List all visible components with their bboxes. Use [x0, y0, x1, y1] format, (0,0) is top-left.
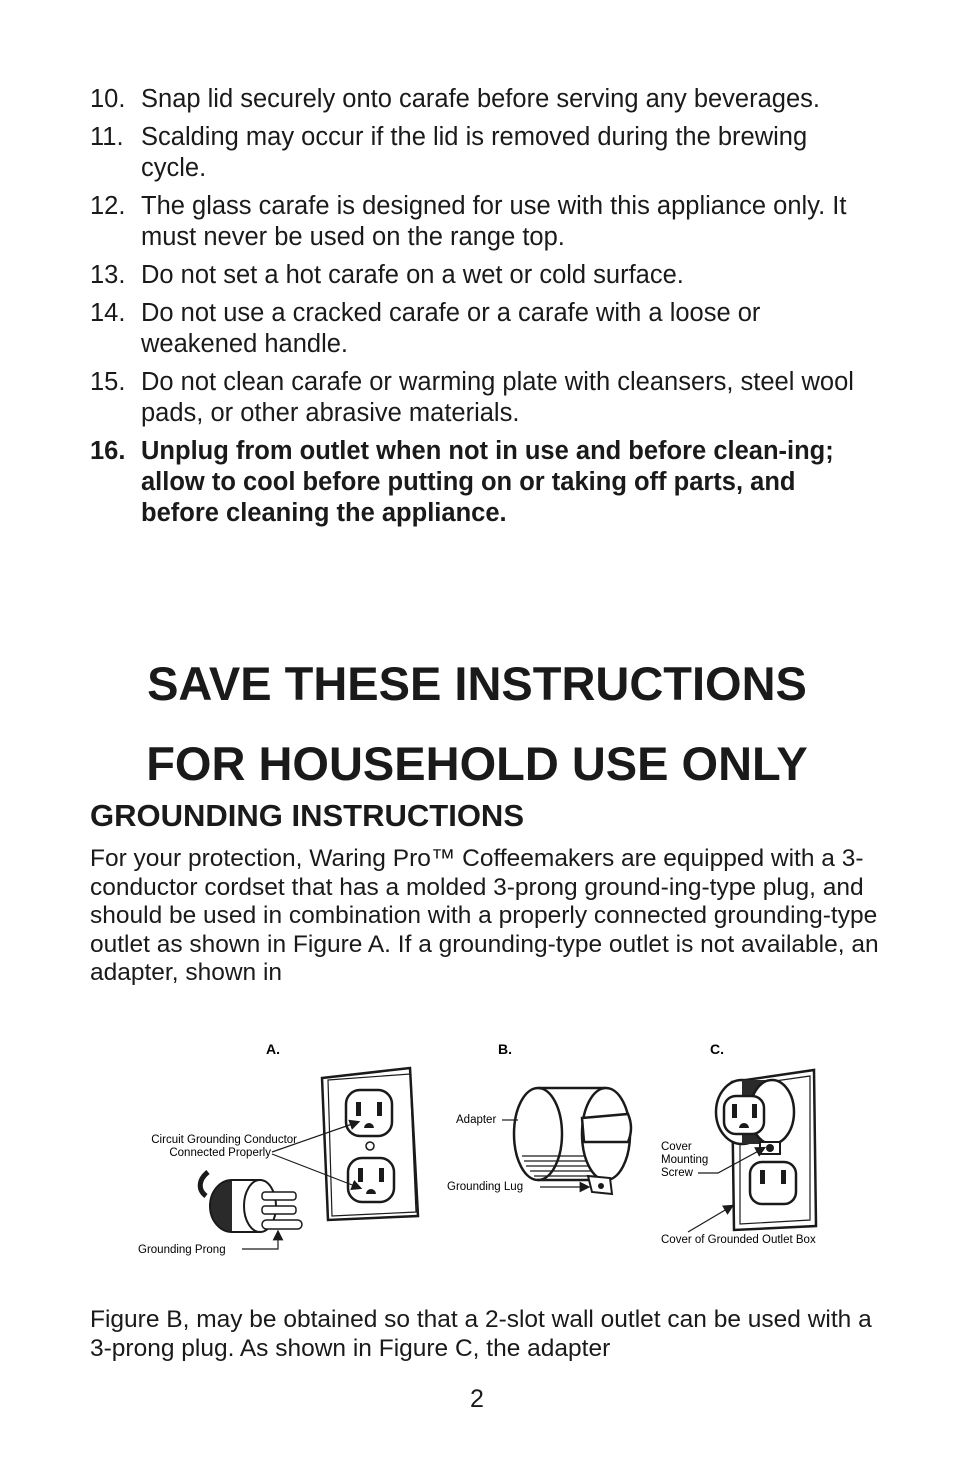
item-number: 11. [90, 123, 124, 151]
grounding-figure [120, 1030, 850, 1270]
grounding-prong-label: Grounding Prong [138, 1244, 226, 1256]
cover-box-label: Cover of Grounded Outlet Box [661, 1234, 816, 1246]
item-number: 10. [90, 85, 126, 113]
cover-label-line2: Mounting [661, 1154, 709, 1166]
cover-label-line1: Cover [661, 1141, 692, 1153]
household-use-title: FOR HOUSEHOLD USE ONLY [146, 737, 808, 791]
cover-label-line3: Screw [661, 1167, 693, 1179]
figure-b-label: B. [498, 1041, 512, 1057]
adapter-label: Adapter [456, 1114, 497, 1126]
list-item [90, 260, 870, 291]
safety-instructions-list [90, 84, 870, 536]
item-text: Do not clean carafe or warming plate with cleansers, steel wool pads, or other abrasive materials. [141, 368, 854, 427]
list-item [90, 298, 870, 360]
figure-a-label: A. [266, 1041, 280, 1057]
list-item [90, 367, 870, 429]
grounding-heading: GROUNDING INSTRUCTIONS [90, 798, 524, 833]
circuit-label-line1: Circuit Grounding Conductor [151, 1134, 297, 1146]
item-text: Unplug from outlet when not in use and before clean-ing; allow to cool before putting on or taking off parts, and before cleaning the appliance. [141, 437, 834, 527]
item-number: 16. [90, 437, 126, 465]
grounding-paragraph-1: For your protection, Waring Pro™ Coffeemakers are equipped with a 3-conductor cordset that has a molded 3-prong ground-ing-type plug, and should be used in combination with a properly connected grounding-type outlet as shown in Figure A. If a grounding-type outlet is not available, an adapter, shown in [90, 845, 879, 986]
three-prong-plug [200, 1172, 302, 1232]
list-item [90, 191, 870, 253]
save-instructions-title: SAVE THESE INSTRUCTIONS [147, 657, 807, 711]
list-item [90, 122, 870, 184]
item-text: The glass carafe is designed for use with this appliance only. It must never be used on the range top. [141, 192, 847, 251]
grounded-outlet-plate [322, 1068, 418, 1220]
adapter-drawing [514, 1088, 631, 1194]
figure-c-label: C. [710, 1041, 724, 1057]
item-number: 12. [90, 192, 126, 220]
page-number: 2 [470, 1385, 484, 1413]
item-text: Do not set a hot carafe on a wet or cold surface. [141, 261, 684, 289]
list-item-bold [90, 436, 870, 529]
item-text: Snap lid securely onto carafe before serving any beverages. [141, 85, 820, 113]
item-number: 15. [90, 368, 126, 396]
item-number: 13. [90, 261, 126, 289]
item-text: Scalding may occur if the lid is removed during the brewing cycle. [141, 123, 808, 182]
item-text: Do not use a cracked carafe or a carafe with a loose or weakened handle. [141, 299, 761, 358]
grounding-lug-label: Grounding Lug [447, 1181, 524, 1193]
grounding-paragraph-2: Figure B, may be obtained so that a 2-slot wall outlet can be used with a 3-prong plug. As shown in Figure C, the adapter [90, 1306, 872, 1362]
list-item [90, 84, 870, 115]
circuit-label-line2: Connected Properly [169, 1147, 271, 1159]
item-number: 14. [90, 299, 126, 327]
